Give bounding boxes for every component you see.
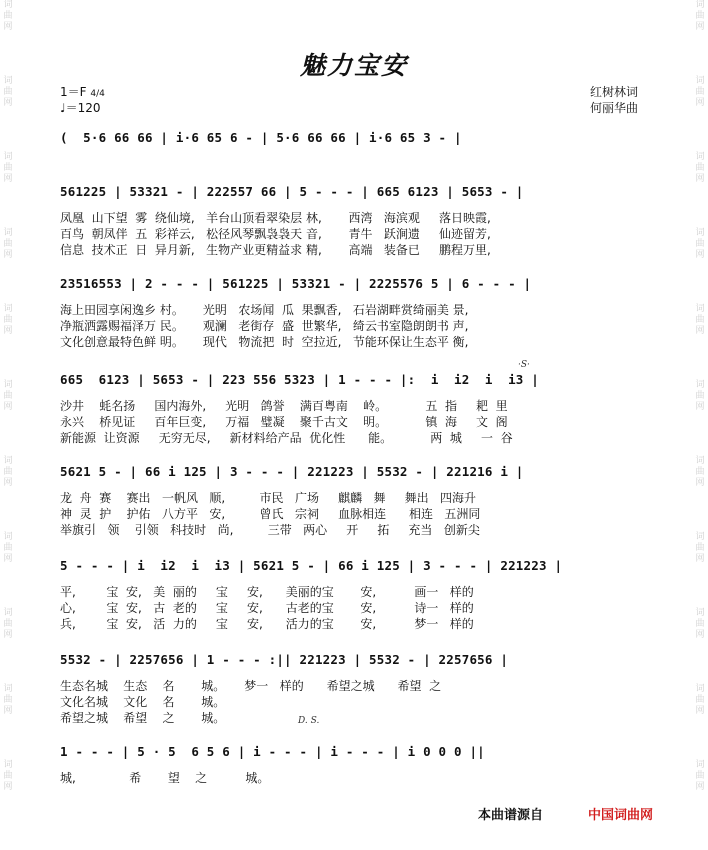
watermark-char: 网 [3,706,13,716]
watermark-char: 词 [695,304,705,314]
notation-row: 561225 | 53321 - | 222557 66 | 5 - - - | 665 6123 | 5653 - | [60,184,524,199]
watermark-item [0,380,16,456]
watermark-char: 曲 [695,771,705,781]
watermark-char: 曲 [3,315,13,325]
lyric-line: 海上田园享闲逸乡 村。 光明 农场闻 瓜 果飘香, 石岩湖畔赏绮丽美 景, [60,303,469,317]
watermark-item [0,152,16,228]
watermark-char: 词 [3,684,13,694]
watermark-char: 网 [3,174,13,184]
watermark-char: 曲 [695,467,705,477]
watermark-item [0,684,16,760]
watermark-char: 网 [3,630,13,640]
lyric-line: 文化创意最特色鲜 明。 现代 物流把 时 空拉近, 节能环保让生态平 衡, [60,335,469,349]
segno-mark: ·S· [518,360,530,370]
lyric-line: 沙井 蚝名扬 国内海外, 光明 鸽誉 满百粤南 岭。 五 指 耙 里 [60,399,508,413]
lyric-line: 城, 希 望 之 城。 [60,771,270,785]
lyric-line: 平, 宝 安, 美 丽的 宝 安, 美丽的宝 安, 画一 样的 [60,585,474,599]
watermark-char: 词 [695,152,705,162]
lyric-line: 信息 技术正 日 异月新, 生物产业更精益求 精, 高端 装备已 鹏程万里, [60,243,491,257]
watermark-char: 网 [3,326,13,336]
notation-row: ( 5·6 66 66 | i·6 65 6 - | 5·6 66 66 | i·6 65 3 - | [60,130,462,145]
watermark-item [692,608,708,684]
watermark-char: 词 [3,76,13,86]
notation-row: 5532 - | 2257656 | 1 - - - :|| 221223 | 5532 - | 2257656 | [60,652,509,667]
watermark-char: 网 [695,250,705,260]
watermark-char: 曲 [3,771,13,781]
watermark-char: 曲 [3,619,13,629]
lyric-line: 神 灵 护 护佑 八方平 安, 曾氏 宗祠 血脉相连 相连 五洲同 [60,507,481,521]
watermark-item [692,76,708,152]
watermark-item [692,380,708,456]
watermark-item [692,532,708,608]
time-signature: 4/4 [90,89,105,99]
dal-segno-mark: D. S. [298,716,320,726]
watermark-char: 词 [3,304,13,314]
watermark-char: 网 [695,98,705,108]
lyric-line: 龙 舟 赛 赛出 一帆风 顺, 市民 广场 麒麟 舞 舞出 四海升 [60,491,477,505]
watermark-char: 词 [695,380,705,390]
watermark-char: 网 [695,630,705,640]
watermark-item [0,228,16,304]
watermark-item [0,304,16,380]
song-title: 魅力宝安 [299,51,408,80]
watermark-char: 曲 [695,315,705,325]
watermark-item [692,684,708,760]
key-text: 1＝F [60,85,87,99]
watermark-item [692,456,708,532]
watermark-char: 曲 [3,11,13,21]
lyric-line: 新能源 让资源 无穷无尽, 新材料给产品 优化性 能。 两 城 一 谷 [60,431,513,445]
watermark-char: 网 [695,174,705,184]
watermark-char: 曲 [695,543,705,553]
watermark-char: 曲 [695,695,705,705]
watermark-char: 网 [695,22,705,32]
watermark-char: 曲 [695,239,705,249]
lyric-line: 净瓶洒露赐福泽万 民。 观澜 老街存 盛 世繁华, 绮云书室隐朗朗书 声, [60,319,469,333]
watermark-char: 网 [695,326,705,336]
watermark-char: 网 [3,478,13,488]
watermark-char: 曲 [695,163,705,173]
watermark-char: 曲 [3,391,13,401]
watermark-char: 网 [695,554,705,564]
right-watermark-strip [692,0,708,850]
watermark-item [692,304,708,380]
watermark-char: 词 [695,608,705,618]
lyric-line: 百鸟 朝凤伴 五 彩祥云, 松径风琴飘袅袅天 音, 青牛 跃涧遗 仙迹留芳, [60,227,491,241]
notation-row: 5621 5 - | 66 i 125 | 3 - - - | 221223 | 5532 - | 221216 i | [60,464,524,479]
watermark-item [692,760,708,836]
watermark-item [0,456,16,532]
watermark-char: 曲 [3,467,13,477]
watermark-char: 词 [3,152,13,162]
lyric-line: 凤凰 山下望 雾 绕仙境, 羊台山顶看翠染层 林, 西湾 海滨观 落日映霞, [60,211,491,225]
lyric-line: 生态名城 生态 名 城。 梦一 样的 希望之城 希望 之 [60,679,442,693]
footer-source-text: 本曲谱源自 [478,808,544,823]
watermark-char: 词 [695,76,705,86]
watermark-char: 网 [695,706,705,716]
notation-row: 665 6123 | 5653 - | 223 556 5323 | 1 - - - |: i i2 i i3 | [60,372,539,387]
lyric-line: 文化名城 文化 名 城。 [60,695,226,709]
watermark-char: 词 [695,0,705,10]
watermark-char: 词 [3,380,13,390]
watermark-item [0,76,16,152]
lyricist-credit: 红树林词 [590,85,639,99]
left-watermark-strip [0,0,16,850]
lyric-line: 举旗引 领 引领 科技时 尚, 三带 两心 开 拓 充当 创新尖 [60,523,480,537]
watermark-char: 曲 [695,391,705,401]
watermark-char: 词 [695,684,705,694]
watermark-item [692,152,708,228]
lyric-line: 兵, 宝 安, 活 力的 宝 安, 活力的宝 安, 梦一 样的 [60,617,474,631]
watermark-char: 曲 [695,619,705,629]
watermark-char: 曲 [695,87,705,97]
watermark-item [692,228,708,304]
watermark-item [0,760,16,836]
footer-site-link[interactable]: 中国词曲网 [588,808,654,823]
watermark-char: 网 [3,554,13,564]
watermark-char: 网 [695,478,705,488]
watermark-char: 词 [695,760,705,770]
watermark-char: 词 [695,228,705,238]
watermark-char: 曲 [3,239,13,249]
watermark-char: 词 [3,532,13,542]
watermark-char: 网 [695,782,705,792]
watermark-char: 网 [3,402,13,412]
watermark-char: 网 [3,250,13,260]
watermark-char: 网 [3,98,13,108]
watermark-char: 词 [695,456,705,466]
watermark-char: 曲 [3,695,13,705]
watermark-char: 词 [3,456,13,466]
watermark-char: 词 [3,228,13,238]
watermark-char: 曲 [695,11,705,21]
watermark-item [0,608,16,684]
watermark-char: 词 [695,532,705,542]
watermark-char: 词 [3,608,13,618]
composer-credit: 何丽华曲 [590,101,639,115]
watermark-item [0,532,16,608]
watermark-char: 曲 [3,163,13,173]
lyric-line: 心, 宝 安, 古 老的 宝 安, 古老的宝 安, 诗一 样的 [60,601,474,615]
notation-row: 1 - - - | 5 · 5 6 5 6 | i - - - | i - - - | i 0 0 0 || [60,744,485,759]
watermark-char: 曲 [3,543,13,553]
lyric-line: 永兴 桥见证 百年巨变, 万福 璧凝 聚千古文 明。 镇 海 文 阁 [60,415,508,429]
lyric-line: 希望之城 希望 之 城。 [60,711,226,725]
watermark-char: 网 [3,22,13,32]
watermark-char: 网 [3,782,13,792]
notation-row: 5 - - - | i i2 i i3 | 5621 5 - | 66 i 125 | 3 - - - | 221223 | [60,558,563,573]
watermark-char: 网 [695,402,705,412]
watermark-char: 曲 [3,87,13,97]
watermark-char: 词 [3,0,13,10]
notation-row: 23516553 | 2 - - - | 561225 | 53321 - | 2225576 5 | 6 - - - | [60,276,532,291]
watermark-char: 词 [3,760,13,770]
tempo-marking: ♩＝120 [60,101,101,115]
